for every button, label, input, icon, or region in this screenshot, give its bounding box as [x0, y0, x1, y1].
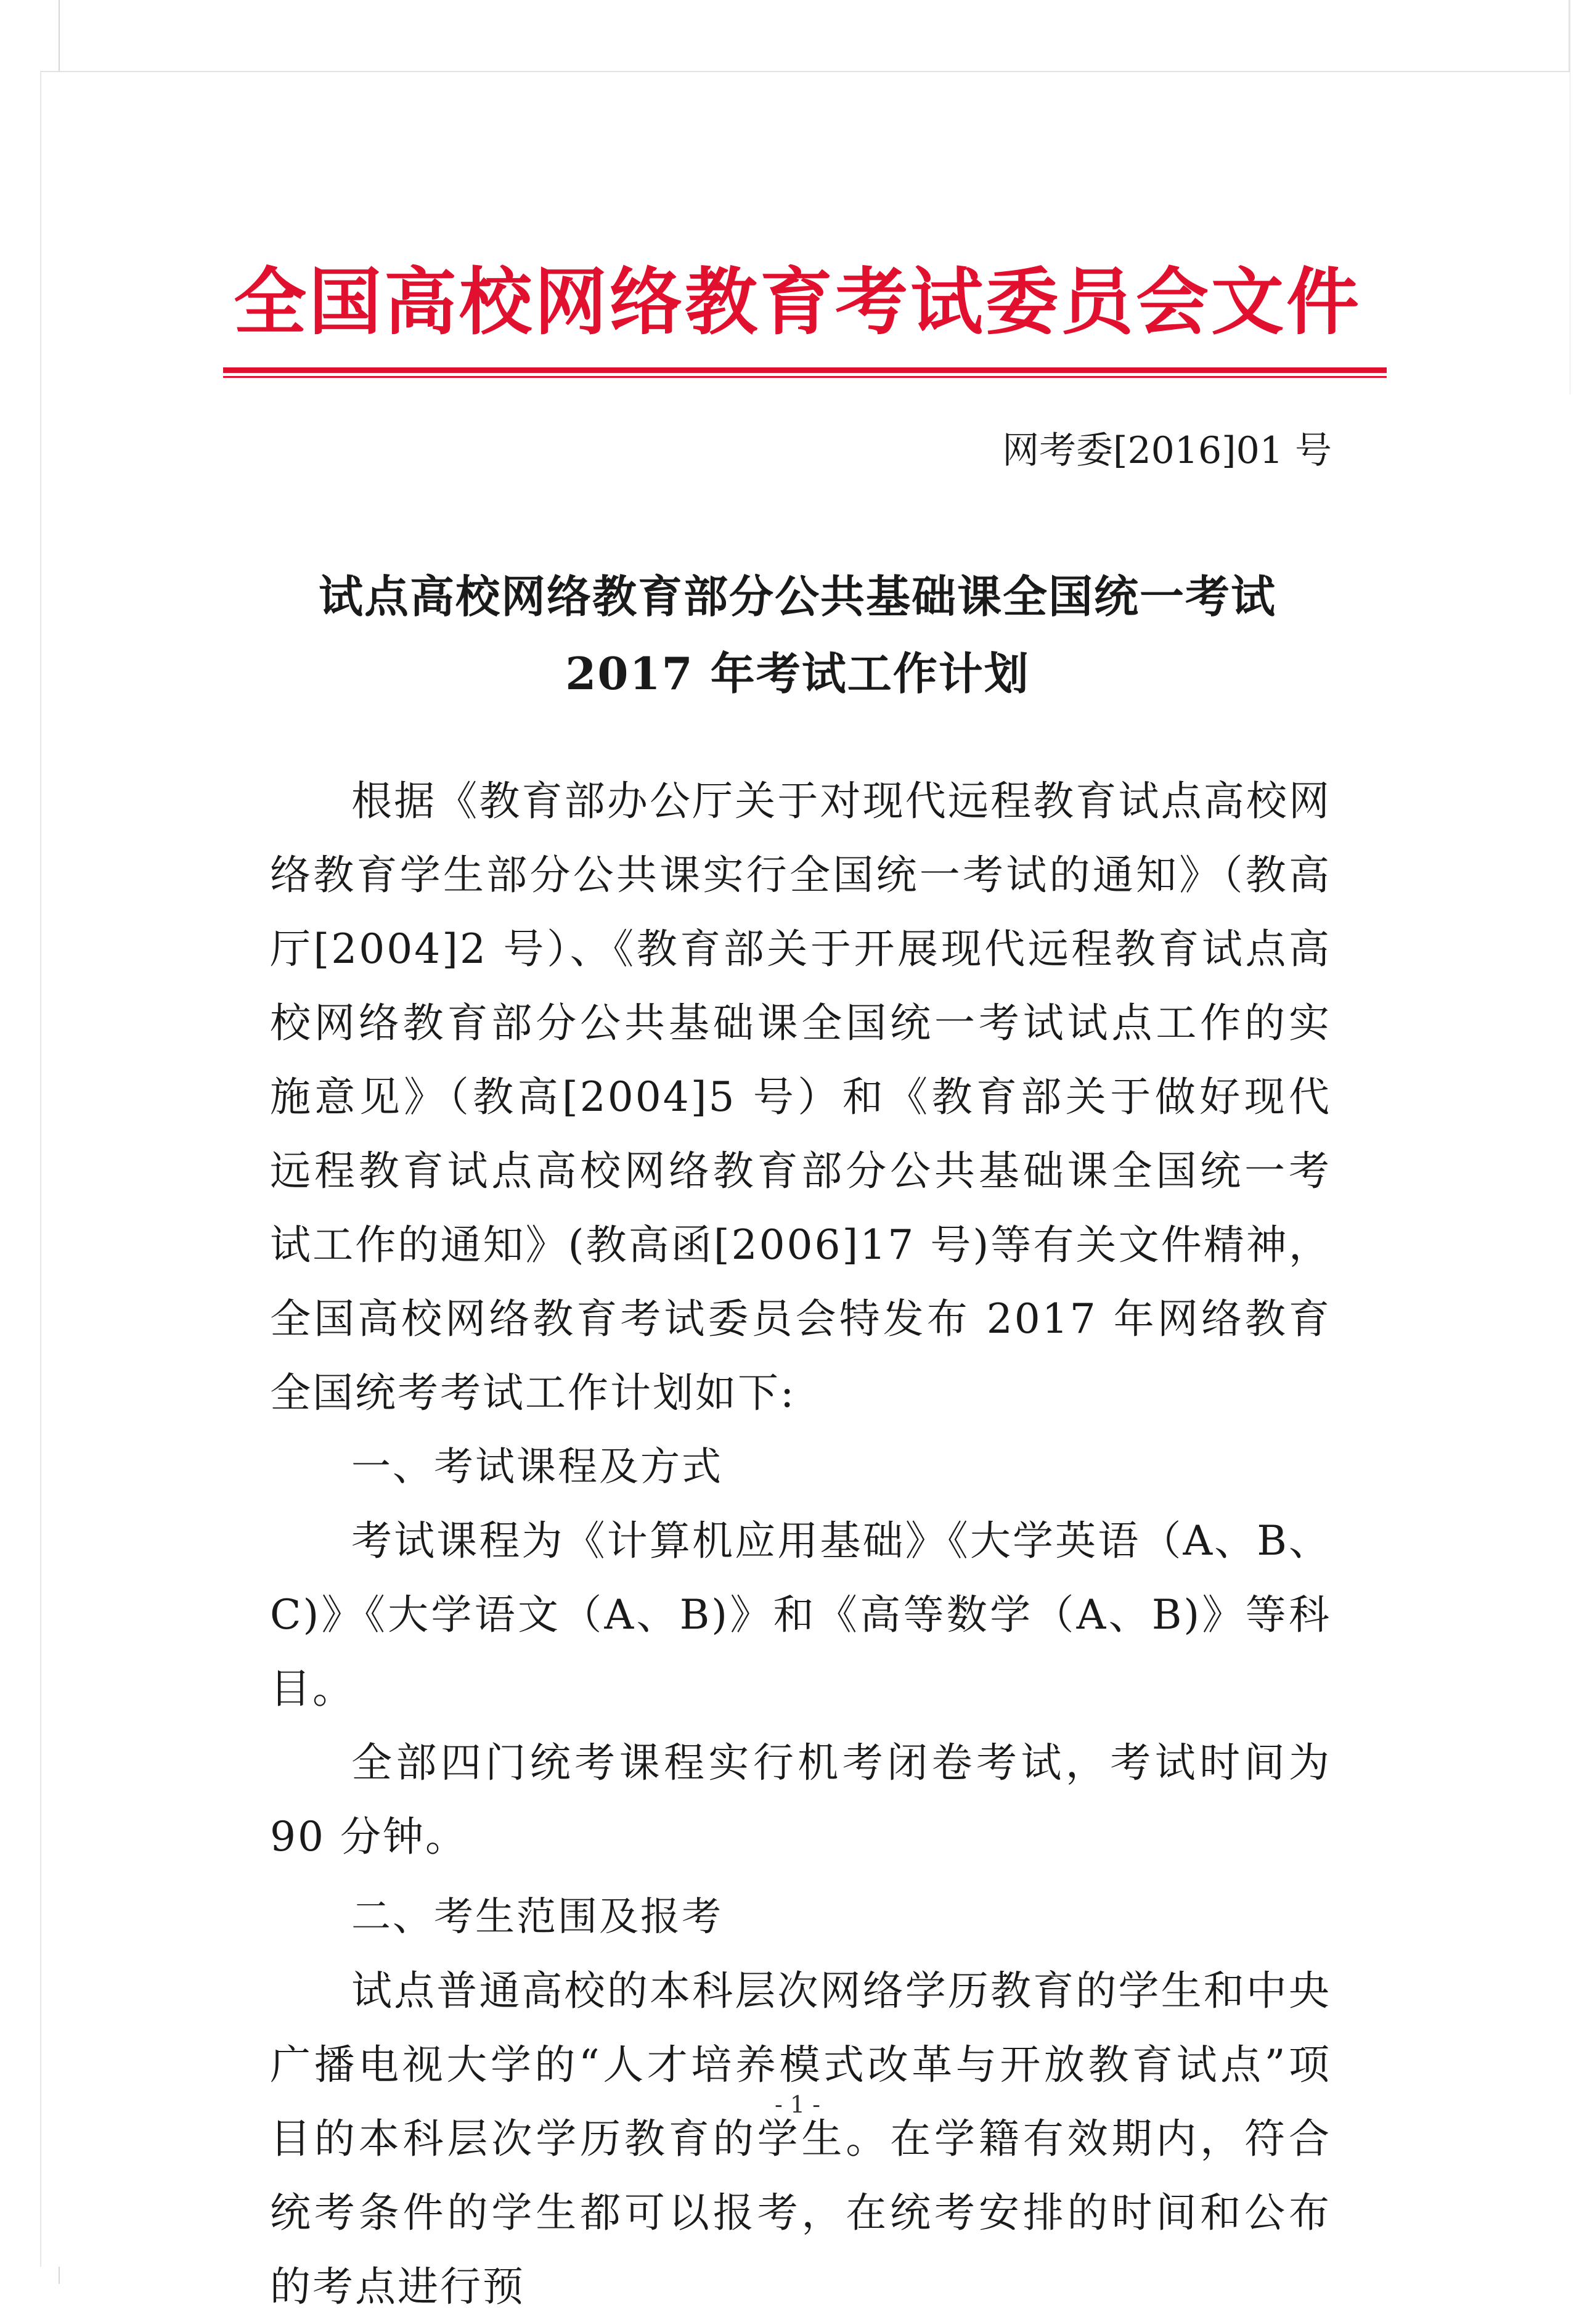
section1-heading: 一、考试课程及方式	[351, 1444, 723, 1490]
section2-heading: 二、考生范围及报考	[351, 1894, 723, 1940]
header-red-rule	[223, 367, 1387, 373]
section1-paragraph2: 全部四门统考课程实行机考闭卷考试，考试时间为 90 分钟。	[270, 1739, 1331, 1860]
header-red-rule-thin	[223, 376, 1387, 378]
document-title-line1: 试点高校网络教育部分公共基础课全国统一考试	[318, 570, 1276, 623]
intro-paragraph: 根据《教育部办公厅关于对现代远程教育试点高校网络教育学生部分公共课实行全国统一考试的通知》（教高厅[2004]2 号）、《教育部关于开展现代远程教育试点高校网络教育部分公共基础课全国统一考试试点工作的实施意见》（教高[2004]5 号）和《教育部关于做好现代远程教育试点高校网络教育部分公共基础课全国统一考试工作的通知》(教高函[2006]17 号)等有关文件精神，全国高校网络教育考试委员会特发布 2017 年网络教育全国统考考试工作计划如下:	[270, 777, 1331, 1417]
section2-paragraph1: 试点普通高校的本科层次网络学历教育的学生和中央广播电视大学的“人才培养模式改革与开放教育试点”项目的本科层次学历教育的学生。在学籍有效期内，符合统考条件的学生都可以报考，在统考安排的时间和公布的考点进行预	[270, 1967, 1331, 2310]
document-header-title: 全国高校网络教育考试委员会文件	[233, 260, 1361, 345]
section1-paragraph1: 考试课程为《计算机应用基础》《大学英语（A、B、C)》《大学语文（A、B)》和《高等数学（A、B)》等科目。	[270, 1517, 1331, 1712]
document-body	[270, 764, 1331, 2324]
section-spacer	[270, 1874, 1331, 1880]
page-number: - 1 -	[774, 2091, 820, 2118]
document-title-line2: 2017 年考试工作计划	[565, 647, 1030, 700]
document-number: 网考委[2016]01 号	[1002, 429, 1332, 472]
